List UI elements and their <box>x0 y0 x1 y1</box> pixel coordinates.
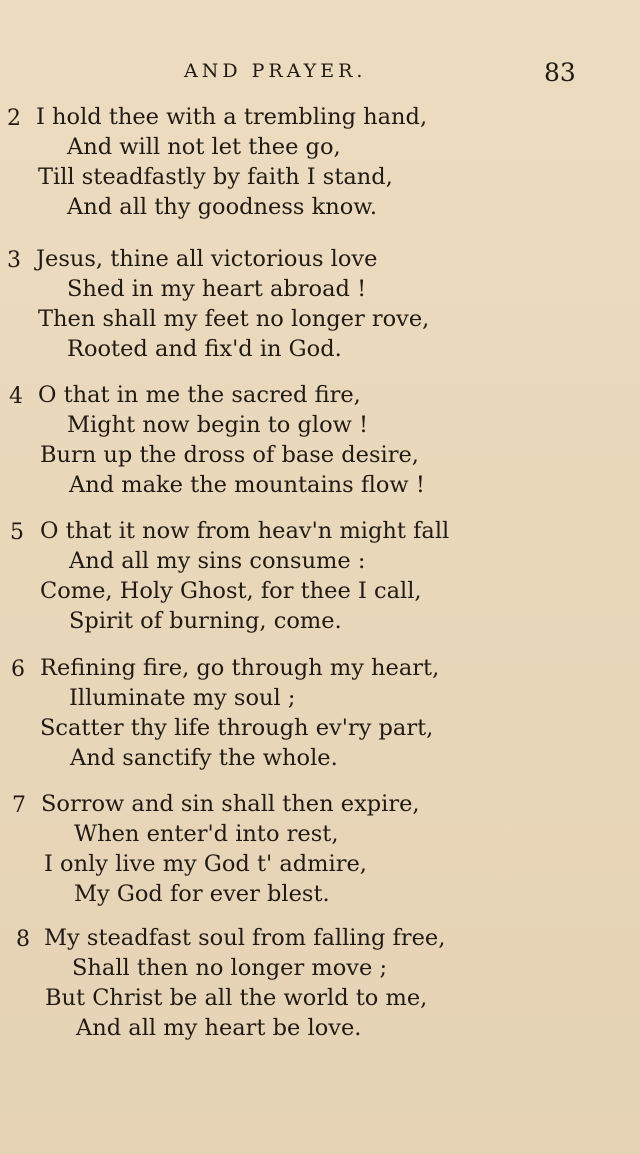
verse-line: And sanctify the whole. <box>70 745 338 771</box>
verse-line: Then shall my feet no longer rove, <box>38 306 430 332</box>
verse-line: When enter'd into rest, <box>74 821 339 847</box>
verse-line: I hold thee with a trembling hand, <box>36 104 428 130</box>
page-header <box>0 58 640 88</box>
verse-line: Scatter thy life through ev'ry part, <box>40 715 434 741</box>
verse-line: Sorrow and sin shall then expire, <box>41 791 420 817</box>
verse-line: Shall then no longer move ; <box>72 955 388 981</box>
verse-line: My steadfast soul from falling free, <box>44 925 446 951</box>
verse-line: My God for ever blest. <box>74 881 330 907</box>
verse-number: 8 <box>16 927 30 952</box>
verse-number: 2 <box>7 106 21 131</box>
verse-line: Come, Holy Ghost, for thee I call, <box>40 578 422 604</box>
verse-line: But Christ be all the world to me, <box>45 985 428 1011</box>
verse-number: 7 <box>12 793 26 818</box>
verse-line: Till steadfastly by faith I stand, <box>38 164 393 190</box>
verse-line: O that it now from heav'n might fall <box>40 518 450 544</box>
verse-line: And all thy goodness know. <box>67 194 378 220</box>
verse-number: 6 <box>11 657 25 682</box>
verse-line: And all my sins consume : <box>69 548 366 574</box>
verse-line: Illuminate my soul ; <box>69 685 296 711</box>
verse-line: And all my heart be love. <box>76 1015 362 1041</box>
verse-number: 4 <box>9 384 23 409</box>
verse-line: O that in me the sacred fire, <box>38 382 361 408</box>
page-number: 83 <box>544 58 576 87</box>
verse-line: I only live my God t' admire, <box>44 851 367 877</box>
verse-line: Shed in my heart abroad ! <box>67 276 367 302</box>
verse-number: 3 <box>7 248 21 273</box>
verse-line: And will not let thee go, <box>67 134 341 160</box>
verse-line: And make the mountains flow ! <box>69 472 425 498</box>
verse-line: Spirit of burning, come. <box>69 608 342 634</box>
verse-line: Burn up the dross of base desire, <box>40 442 419 468</box>
verse-number: 5 <box>10 520 24 545</box>
verse-line: Rooted and fix'd in God. <box>67 336 342 362</box>
verse-line: Refining fire, go through my heart, <box>40 655 440 681</box>
verse-line: Jesus, thine all victorious love <box>36 246 378 272</box>
verse-line: Might now begin to glow ! <box>67 412 369 438</box>
running-head: AND PRAYER. <box>184 60 367 82</box>
